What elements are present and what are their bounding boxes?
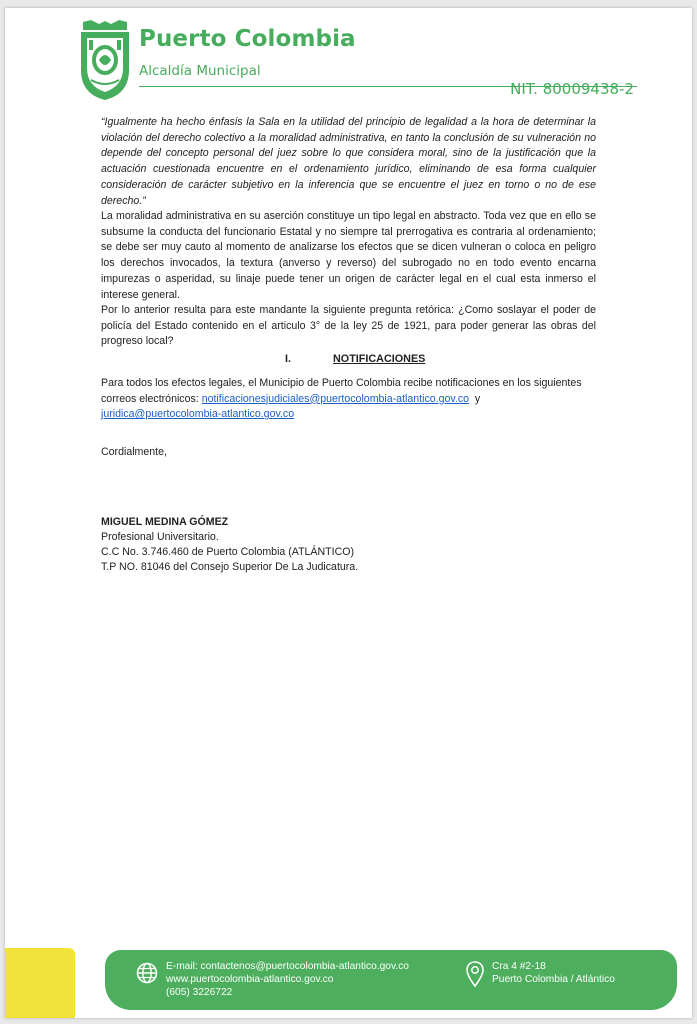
judicial-email-link[interactable]: notificacionesjudiciales@puertocolombia-atlantico.gov.co: [201, 392, 470, 405]
location-pin-icon: [465, 960, 485, 988]
globe-icon: [136, 962, 158, 984]
paragraph-pregunta: Por lo anterior resulta para este mandante la siguiente pregunta retórica: ¿Como soslayar el poder de policía del Estado contenido en el articulo 3° de la ley 25 de 1921, para poder generar las obras del progreso local?: [101, 304, 596, 348]
footer-email[interactable]: E-mail: contactenos@puertocolombia-atlantico.gov.co: [166, 961, 409, 972]
juridica-email-link[interactable]: juridica@puertocolombia-atlantico.gov.co: [101, 408, 295, 421]
notifications-connector: y: [474, 392, 481, 405]
document-page: [5, 8, 692, 1018]
section-title: NOTIFICACIONES: [333, 353, 426, 365]
footer-yellow-band: [5, 948, 75, 1018]
signer-tp: T.P NO. 81046 del Consejo Superior De La Judicatura.: [101, 561, 359, 573]
footer-website[interactable]: www.puertocolombia-atlantico.gov.co: [166, 973, 334, 985]
footer-address-line-1: Cra 4 #2-18: [492, 961, 546, 972]
closing-salutation: Cordialmente,: [101, 446, 167, 458]
brand-title: Puerto Colombia: [139, 26, 356, 52]
brand-subtitle: Alcaldía Municipal: [139, 63, 261, 79]
municipal-crest-icon: [77, 18, 133, 102]
footer-address: [492, 961, 615, 987]
signer-role: Profesional Universitario.: [101, 531, 219, 543]
notifications-intro: Para todos los efectos legales, el Municipio de Puerto Colombia recibe notificaciones en los siguientes correos electrónicos:: [101, 377, 582, 405]
footer-phone: (605) 3226722: [166, 986, 233, 998]
signature-block: [101, 515, 358, 575]
section-number: I.: [285, 353, 291, 365]
nit-number: NIT. 80009438-2: [510, 80, 634, 98]
signer-name: MIGUEL MEDINA GÓMEZ: [101, 516, 229, 528]
signer-cc: C.C No. 3.746.460 de Puerto Colombia (ATLÁNTICO): [101, 546, 354, 558]
footer-address-line-2: Puerto Colombia / Atlántico: [492, 973, 615, 985]
section-heading: [285, 353, 425, 365]
paragraph-moralidad: La moralidad administrativa en su aserción constituye un tipo legal en abstracto. Toda vez que en ello se subsume la conducta del funcionario Estatal y no siempre tal prerrogativa es contraria al ordenamiento; se debe ser muy cauto al momento de analizarse los efectos que se dicen vulneran o coloca en peligro los derechos invocados, la textura (anverso y reverso) del subrogado no en todo evento encarna impurezas o asperidad, su linaje puede tener un origen de carácter legal en el cual esta inmerso el interese general.: [101, 210, 596, 301]
notifications-paragraph: [101, 376, 596, 423]
quote-paragraph: “Igualmente ha hecho énfasis la Sala en la utilidad del principio de legalidad a la hora de determinar la violación del derecho colectivo a la moralidad administrativa, en tanto la conclusión de su vulneración no depende del concepto personal del juez sobre lo que considera moral, sino de la justificación que la actuación cuestionada encuentre en el ordenamiento jurídico, eliminando de esa forma cualquier consideración de carácter subjetivo en la inferencia que se encuentre el juez en torno o no de ese derecho.”: [101, 116, 596, 207]
footer-contact: [166, 961, 409, 999]
